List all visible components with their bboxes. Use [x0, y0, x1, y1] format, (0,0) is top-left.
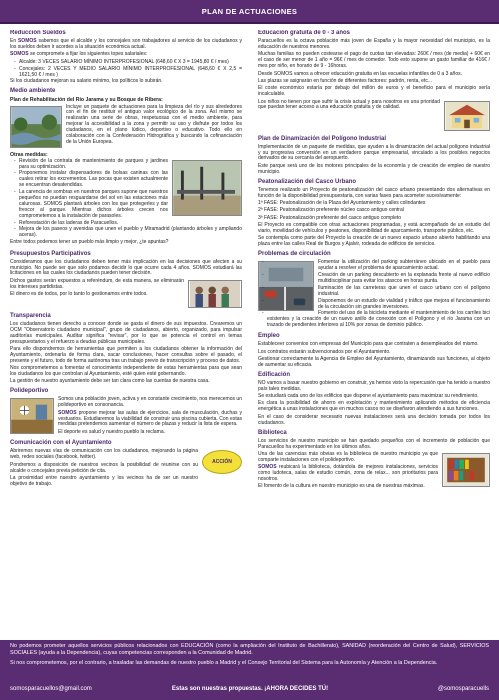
paragraph: Consideramos que los ciudadanos deben tener más implicación en las decisiones que afecten a su municipio. No puede ser que solo podamos decidir lo que ocurre cada 4 años. SOMOS estudiará las licitaciones en las cuales los ciudadanos pueden tener decisión. — [10, 258, 242, 277]
paragraph — [10, 52, 242, 58]
traffic-list — [262, 260, 490, 329]
section-title: Problemas de circulación — [258, 251, 331, 258]
phase-item: 2ª FASE: Peatonalización preferente núcleo casco antiguo central — [258, 207, 404, 214]
school-photo — [444, 101, 490, 131]
list-item: - Mejora de los paseos y avenidas que unen el pueblo y Miramadrid (plantando árboles y ampliando aceras). — [14, 227, 242, 239]
section-medio-ambiente — [10, 88, 242, 247]
section-transparencia — [10, 313, 242, 385]
section-educacion — [258, 30, 490, 133]
brand-keyword: SOMOS — [58, 409, 77, 416]
paragraph — [10, 39, 242, 51]
paragraph: La gestión de nuestro ayuntamiento debe ser tan clara como las cuentas de nuestra casa. — [10, 378, 210, 385]
section-title: Medio ambiente — [10, 88, 56, 95]
sports-photo — [10, 398, 54, 434]
river-photo — [10, 106, 62, 148]
paragraph: El fomento de la cultura en nuestro municipio es una de nuestras máximas. — [258, 483, 425, 490]
paragraph: Dichos gastos serán expuestos a referéndum, de esta manera, se eliminarán los intereses partidistas. — [10, 277, 184, 290]
list-item: - Reforestación de las laderas de Paracuellos. — [14, 221, 242, 227]
paragraph: Paracuellos es la octava población más joven de España y la mayor necesidad del municipio, es la educación de nuestros menores. — [258, 38, 490, 50]
list-item: - Proponemos instalar dispensadores de bolsas caninas con las cuales retirar los excrementos. Las pocas que existen actualmente se encuentran desatendidas. — [14, 171, 242, 189]
measures-list — [14, 159, 242, 240]
list-item: - Iluminación de las carreteras que unen el casco urbano con el polígono industrial. — [262, 286, 490, 298]
paragraph: Los niños no tienen por que sufrir la crisis actual y para nosotros es una prioridad que puedan tener acceso a una educación gratuita y de calidad. — [258, 98, 440, 111]
paragraph: El coste económico estaría por debajo del millón de euros y el beneficio para el municipio sería incalculable. — [258, 85, 490, 98]
section-title: Comunicación con el Ayuntamiento — [10, 440, 112, 447]
brand-keyword: SOMOS — [258, 464, 277, 471]
paragraph: Si los ciudadanos mejoran su salario mínimo, los políticos lo subirán. — [10, 78, 163, 85]
paragraph: Es clara la posibilidad de ahorro en explotación y mantenimiento aplicando métodos de eficiencia energética a unas instalaciones que en muchos casos no se diseñaron atendiendo a sus funciones. — [258, 400, 490, 413]
phase-item: 1ª FASE: Peatonalización de la Plaza del Ayuntamiento y calles colindantes — [258, 199, 426, 206]
twitter-link[interactable]: @somosparacuells — [437, 686, 489, 692]
phase-item: 3ª FASE: Peatonalización preferente del casco antiguo completo — [258, 214, 402, 221]
library-photo — [442, 453, 490, 487]
section-title: Transparencia — [10, 312, 51, 319]
paragraph: El deporte es salud y nuestro pueblo la reclama. — [58, 428, 166, 435]
paragraph: Los contratos estarán subvencionados por el Ayuntamiento. — [258, 348, 391, 355]
footer-note: Si nos comprometemos, por el contrario, a trasladar las demandas de nuestro pueblo a Madrid y el Consejo Territorial del Sistema para la Autonomía y Atención a la Dependencia. — [10, 660, 438, 666]
list-item: - Revisión de la contrata de mantenimiento de parques y jardines para su optimización. — [14, 159, 242, 171]
section-title: Reducción Sueldos — [10, 30, 66, 36]
section-polideportivo — [10, 388, 242, 437]
section-circulacion — [258, 251, 490, 330]
paragraph: Nos comprometemos a fomentar el conocimiento independiente de estas herramientas para que sean los ciudadanos los que controlan al Ayuntamiento, esté quien esté gobernando. — [10, 365, 242, 378]
content-area — [10, 30, 490, 630]
paragraph: NO vamos a basar nuestro gobierno en construir, ya hemos visto la repercusión que ha tenido a nuestro país tales medidas. — [258, 379, 490, 392]
paragraph: Se contempla como parte del Proyecto la creación de un nuevo espacio urbano abierto habilitando una plaza entre las calles Real de Burgos y Ajalvir, rodeada de edificios de servicios. — [258, 235, 490, 248]
right-column — [258, 30, 490, 630]
slogan: Estas son nuestras propuestas. ¡AHORA DECIDES TÚ! — [171, 686, 329, 692]
list-item: - Alcalde: 3 VECES SALARIO MÍNIMO INTERPROFESIONAL (648,60 € X 3 = 1945,80 € / mes) — [14, 60, 242, 66]
paragraph: Somos una población joven, activa y en constante crecimiento, nos merecemos un polideportivo en consonancia. — [58, 396, 242, 409]
section-edificacion — [258, 372, 490, 427]
paragraph: Tenemos realizado un Proyecto de peatonalización del casco urbano presentando dos alternativas en función de la disponibilidad presupuestaria, con varias fases para acometer sucesivamente: — [258, 186, 490, 199]
paragraph: Una de las carencias más obvias es la biblioteca de nuestro municipio ya que comparte instalaciones con el polideportivo. — [258, 450, 438, 463]
paragraph: El Proyecto es compatible con otras actuaciones programadas, y está acompañado de un estudio del viario, movilidad de vehículos y peatones, disponibilidad de aparcamiento, transporte público, etc. — [258, 222, 490, 235]
paragraph: Gestionar correctamente la Agencia de Empleo del Ayuntamiento, dinamizando sus funciones, al objeto de aumentar su eficacia. — [258, 355, 490, 368]
subsection-title: Plan de Rehabilitación del Río Jarama y su Bosque de Ribera: — [10, 97, 163, 104]
paragraph: Las plazas se asignarán en función de diferentes factores: padrón, renta, etc... — [258, 77, 432, 84]
bubble-text: ACCIÓN — [212, 459, 232, 466]
paragraph: Muchas familias no pueden costearse el pago de cuotas tan elevadas: 260€ / mes (de media) + 60€ en el caso de ser menor de 1 año = 96€ / mes de comedor. Todo esto supone un gasto familiar de 416€ / mes por niño, en horario de 9 - 16horas. — [258, 51, 490, 70]
section-peatonalizacion — [258, 179, 490, 249]
email-link[interactable]: somosparacuellos@gmail.com — [10, 686, 92, 692]
list-item: - Fomentar la utilización del parking subterráneo ubicado en el pueblo para ayudar a resolver el problema de aparcamiento actual. — [262, 260, 490, 272]
section-presupuestos — [10, 251, 242, 310]
section-title: Edificación — [258, 371, 291, 378]
paragraph: Estableceer convenios con empresas del Municipio para que contraten a desempleados del mismo. — [258, 341, 479, 348]
section-biblioteca — [258, 430, 490, 492]
page-title: PLAN DE ACTUACIONES — [201, 7, 298, 16]
text: propone mejorar las aulas de ejercicios, sala de musculación, duchas y vestuarios. Estudiaremos la viabilidad de construir una piscina cubierta. Con estas medidas pretendemos aumentar el número de plazas y reducir la lista de espera. — [58, 409, 242, 428]
page-header — [0, 0, 499, 24]
text: se compromete a fijar los siguientes topes salariales: — [28, 51, 148, 58]
section-comunicacion — [10, 440, 242, 489]
list-item: - La carencia de sombras en nuestros parques supone que nuestros pequeños no puedan resguardarse del sol en las estaciones más calurosas. SOMOS plantará árboles con los que protegerles y dar frescor al parque. Mientras dichos árboles crecen nos comprometemos a la instalación de parasoles. — [14, 190, 242, 219]
section-title: Peatonalización del Casco Urbano — [258, 178, 357, 185]
text: sabemos que el alcalde y los concejales son trabajadores al servicio de los ciudadanos y los sueldos deben ir acordes a la situación económica actual. — [10, 38, 242, 50]
section-title: Empleo — [258, 333, 280, 340]
paragraph: Los ciudadanos tienen derecho a conocer donde se gasta el dinero de sus impuestos. Crearemos un OCM "Observatorio ciudadano municipal", grupo de ciudadanos, abierto, organizado, para impulsar auditorías municipales. Auditar significa "revisar", por lo que se potencia el control en temas presupuestarios y el refuerzo a deudas públicas municipales. — [10, 320, 242, 345]
subsection-title: Otras medidas: — [10, 151, 48, 158]
paragraph: Abriremos nuevas vías de comunicación con los ciudadanos, mejorando la página web, redes sociales (facebook, twitter). — [10, 448, 198, 461]
salary-list — [14, 60, 242, 79]
section-title: Presupuestos Participativos — [10, 250, 91, 257]
section-empleo — [258, 333, 490, 369]
list-item: - Concejales: 2 VECES Y MEDIO SALARIO MÍNIMO INTERPROFESIONAL (648,60 € X 2,5 = 1621,50 € / mes ) — [14, 67, 242, 79]
paragraph: Pondremos a disposición de nuestros vecinos la posibilidad de reunirse con su alcalde o concejales previa petición de cita. — [10, 461, 198, 474]
footer-bar — [10, 683, 489, 697]
brand-keyword: SOMOS — [10, 51, 29, 58]
section-title: Polideportivo — [10, 388, 49, 395]
paragraph: Desde SOMOS vamos a ofrecer educación gratuita en las escuelas infantiles de 0 a 3 años. — [258, 70, 463, 77]
list-item: - Disponemos de un estudio de vialidad y tráfico que mejora el funcionamiento de la circulación sin grandes inversiones. — [262, 299, 490, 311]
paragraph: El dinero es de todos, por lo tanto lo gestionamos entre todos. — [10, 291, 148, 298]
people-photo — [188, 280, 242, 308]
section-title: Biblioteca — [258, 429, 287, 436]
list-item: - Creación de un parking descubierto en la explanada frente al nuevo edificio multidisciplinar para evitar los atascos en horas punta. — [262, 273, 490, 285]
text: reubicará la biblioteca, dotándola de mejores instalaciones, servicios como ludoteca, salas de estudio común, zona de relax... son prioritarios para nosotros. — [258, 464, 438, 482]
brand-keyword: SOMOS — [17, 38, 37, 45]
footer-note: No podemos prometer aquellos servicios públicos relacionados con EDUCACIÓN (como la ampliación del Instituto de Bachillerato), SANIDAD (reorderación del Centro de Salud), SERVICIOS SOCIALES (ayuda a la Dependencia), cuyas competencias corresponden a la Comunidad de Madrid. — [10, 643, 489, 657]
list-item: - Fomento del uso de la bicicleta mediante el mantenimiento de los carriles bici existentes y la creación de un nuevo anillo de conexión con el Polígono y el río Jarama con un trazado de pendientes inferiores al 10% por zonas de dominio público. — [262, 311, 490, 329]
paragraph: Incluye un paquete de actuaciones para la limpieza del río y sus alrededores con el fin de restituir el antiguo valor ecológico de la zona. Así mismo se realizarán una serie de obras, respetuosas con el medio ambiente, para mejorar la accesibilidad a la zona y permitir su uso y disfrute por todos los ciudadanos, en el plano lúdico, deportivo o educativo. Todo ello en colaboración con la Confederación Hidrográfica y buscando la cofinanciación de la Unión Europea. — [66, 103, 242, 145]
paragraph: Entre todos podemos tener un pueblo más limpio y mejor, ¿te apuntas? — [10, 239, 169, 246]
paragraph: Los servicios de nuestro municipio se han quedado pequeños con el incremento de población que Paracuellos ha experimentado en los últimos años. — [258, 437, 490, 450]
paragraph: Para ello dispondremos de herramientas que permiten a los ciudadanos obtener la información del Ayuntamiento, ordenarla de forma clara, sacar conclusiones, hacer consultas sobre el pasado, el presente y el futuro, todo de forma autónoma tras un trabajo previo de transcripción y proceso de datos. — [10, 346, 242, 364]
left-column — [10, 30, 242, 630]
section-title: Plan de Dinamización del Polígono Industrial — [258, 135, 387, 142]
text: En — [10, 38, 18, 45]
section-poligono — [258, 136, 490, 176]
section-title: Educación gratuita de 0 - 3 años — [258, 30, 351, 36]
paragraph: Se estudiará cada uno de los edificios que dispone el ayuntamiento para maximizar su rendimiento. — [258, 393, 479, 400]
paragraph: En el caso de considerar necesario nuevas instalaciones será una decisión tomada por todos los ciudadanos. — [258, 413, 490, 426]
section-sueldos — [10, 30, 242, 85]
paragraph: Implementación de un paquete de medidas, que ayuden a la dinamización del actual polígono industrial y su progresiva conversión en un verdadero parque empresarial, vinculado a los posibles negocios derivados de su cercanía del aeropuerto. — [258, 143, 490, 162]
paragraph: Este parque será uno de los motores principales de la economía y de creación de empleo de nuestro municipio. — [258, 162, 490, 175]
paragraph: La proximidad entre nuestro ayuntamiento y los vecinos ha de ser un nuestro objetivo de trabajo. — [10, 474, 198, 487]
page-footer — [0, 640, 499, 700]
